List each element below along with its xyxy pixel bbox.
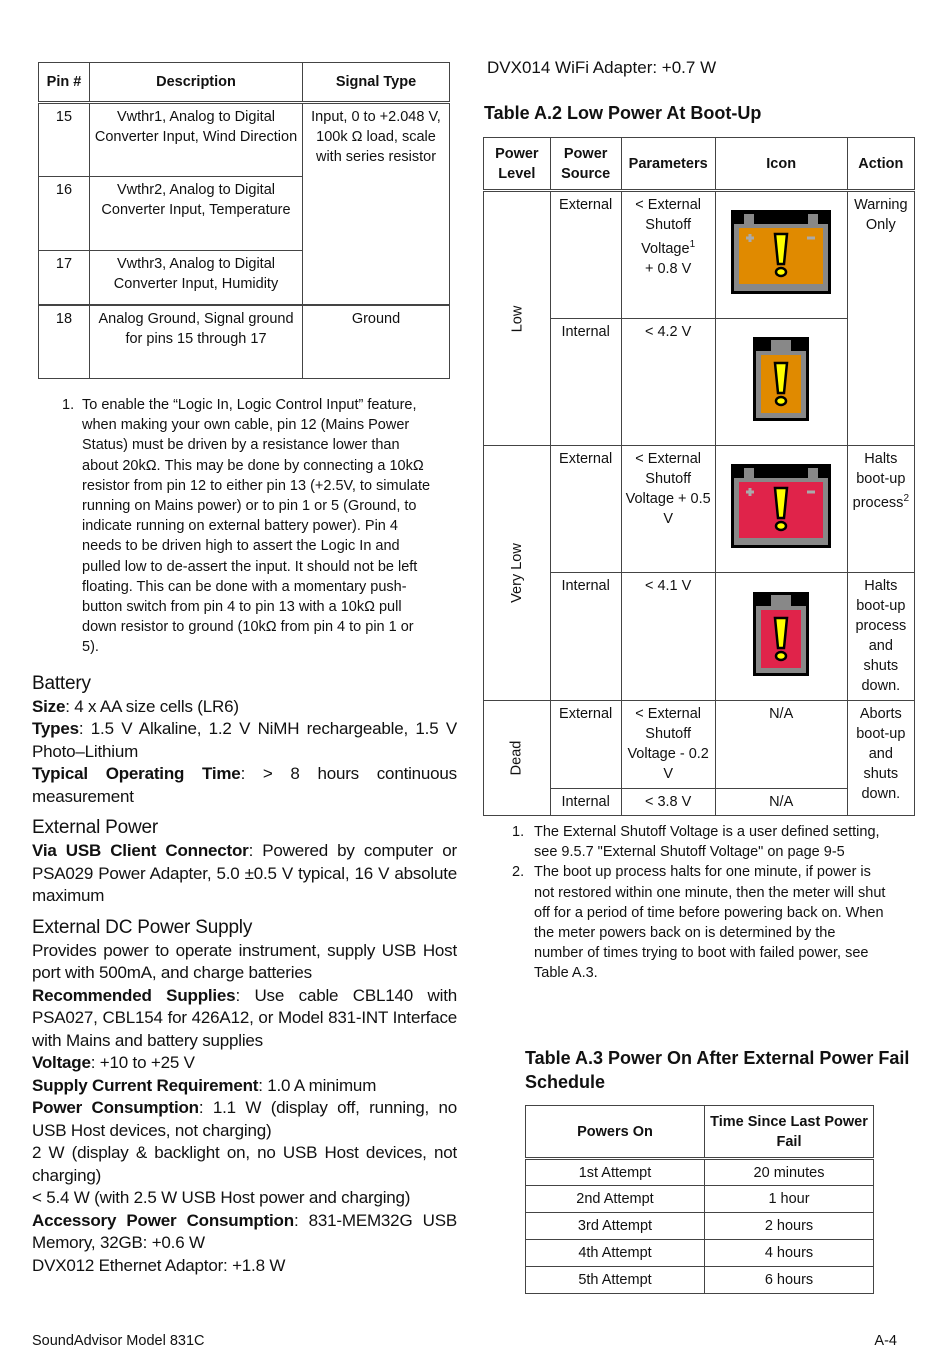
icon-cell: N/A <box>715 701 847 789</box>
cell: 1st Attempt <box>526 1159 705 1186</box>
battery-narrow-red-icon <box>715 573 847 701</box>
signal-cell: Input, 0 to +2.048 V, 100k Ω load, scale with series resistor <box>303 103 450 305</box>
right-column <box>483 101 915 984</box>
param-cell: < 4.1 V <box>621 573 715 701</box>
table-row <box>526 1159 874 1186</box>
table-row <box>526 1267 874 1294</box>
col-header: Parameters <box>621 138 715 191</box>
action-cell: Halts boot-up process$^2$ <box>847 446 914 573</box>
table-row <box>526 1186 874 1213</box>
cell: 5th Attempt <box>526 1267 705 1294</box>
param-cell: < External Shutoff Voltage + 0.5 V <box>621 446 715 573</box>
battery-narrow-orange-icon <box>715 319 847 446</box>
col-header: Pin # <box>39 63 90 103</box>
left-column <box>32 62 457 1324</box>
col-header: Powers On <box>526 1106 705 1159</box>
param-cell: < 3.8 V <box>621 789 715 816</box>
dvx014-line: DVX014 WiFi Adapter: +0.7 W <box>487 58 717 77</box>
cell: 4 hours <box>705 1240 874 1267</box>
battery-heading: Battery <box>32 672 91 694</box>
param-cell: < 4.2 V <box>621 319 715 446</box>
col-header: Signal Type <box>303 63 450 103</box>
footer-title: SoundAdvisor Model 831C <box>32 1333 205 1349</box>
power-on-table <box>525 1105 874 1294</box>
pin-cell: 17 <box>39 251 90 305</box>
pin-table <box>38 62 450 379</box>
pin-cell: 16 <box>39 177 90 251</box>
cell: 2nd Attempt <box>526 1186 705 1213</box>
note: 1. The External Shutoff Voltage is a user defined setting, see 9.5.7 "External Shutoff Voltage" on page 9-5 <box>512 824 880 861</box>
cell: 2 hours <box>705 1213 874 1240</box>
cell: 3rd Attempt <box>526 1213 705 1240</box>
battery-wide-orange-icon <box>715 191 847 319</box>
pin-cell: 18 <box>39 305 90 379</box>
col-header: Power Level <box>484 138 551 191</box>
col-header: Action <box>847 138 914 191</box>
footnote-1: 1. To enable the “Logic In, Logic Control Input” feature, when making your own cable, pin 12 (Mains Power Status) must be driven by a resistance lower than about 20kΩ. This may be done by connecting a 10kΩ resistor from pin 12 to either pin 13 (+2.5V, to simulate running on Mains power) or to pin 1 or 5 (Ground, to indicate running on external battery power). Pin 4 needs to be driven high to assert the Logic In and pulled low to de-assert the input. It should not be left floating. This can be done with a momentary push-button switch from pin 4 to pin 13 with a 10kΩ pull down resistor to ground (10kΩ from pin 4 to pin 1 or 5). <box>62 397 431 656</box>
desc-cell: Vwthr3, Analog to Digital Converter Input, Humidity <box>90 251 303 305</box>
col-header: Description <box>90 63 303 103</box>
col-header: Power Source <box>550 138 621 191</box>
source-cell: External <box>550 701 621 789</box>
param-cell: < External Shutoff Voltage$^1$ + 0.8 V <box>621 191 715 319</box>
icon-cell: N/A <box>715 789 847 816</box>
cell: 20 minutes <box>705 1159 874 1186</box>
cell: 4th Attempt <box>526 1240 705 1267</box>
external-power-heading: External Power <box>32 817 159 839</box>
desc-cell: Vwthr1, Analog to Digital Converter Input, Wind Direction <box>90 103 303 177</box>
col-header: Time Since Last Power Fail <box>705 1106 874 1159</box>
action-cell: Halts boot-up process and shuts down. <box>847 573 914 701</box>
signal-cell: Ground <box>303 305 450 379</box>
note: 2. The boot up process halts for one minute, if power is not restored within one minute, then the meter will shut off for a period of time before powering back on. When the meter powers back on is determined by the number of times trying to boot with failed power, see Table A.3. <box>512 864 886 982</box>
table-a2-notes <box>512 822 887 984</box>
table-a3-caption: Table A.3 Power On After External Power Fail Schedule <box>525 1048 910 1092</box>
table-row <box>526 1213 874 1240</box>
level-low: Low <box>484 191 551 446</box>
source-cell: Internal <box>550 573 621 701</box>
param-cell: < External Shutoff Voltage - 0.2 V <box>621 701 715 789</box>
dc-supply-heading: External DC Power Supply <box>32 916 253 938</box>
desc-cell: Vwthr2, Analog to Digital Converter Input, Temperature <box>90 177 303 251</box>
battery-wide-red-icon <box>715 446 847 573</box>
source-cell: Internal <box>550 789 621 816</box>
table-row <box>526 1240 874 1267</box>
source-cell: External <box>550 446 621 573</box>
low-power-table <box>483 137 915 816</box>
level-dead: Dead <box>484 701 551 816</box>
source-cell: External <box>550 191 621 319</box>
cell: 6 hours <box>705 1267 874 1294</box>
pin-cell: 15 <box>39 103 90 177</box>
page-number: A-4 <box>874 1333 897 1349</box>
cell: 1 hour <box>705 1186 874 1213</box>
action-cell: Aborts boot-up and shuts down. <box>847 701 914 816</box>
table-a2-caption: Table A.2 Low Power At Boot-Up <box>484 103 762 123</box>
level-very-low: Very Low <box>484 446 551 701</box>
source-cell: Internal <box>550 319 621 446</box>
specs: Battery Size: 4 x AA size cells (LR6) Types: 1.5 V Alkaline, 1.2 V NiMH rechargeable, 1.5 V Photo–Lithium Typical Operating Time: > 8 hours continuous measurement External Power Via USB Client Connector: Powered by computer or PSA029 Power Adapter, 5.0 ±0.5 V typical, 16 V absolute maximum External DC Power Supply Provides power to operate instrument, supply USB Host port with 500mA, and charge batteries Recommended Supplies: Use cable CBL140 with PSA027, CBL154 for 426A12, or Model 831-INT Interface with Mains and battery supplies Voltage: +10 to +25 V Supply Current Requirement: 1.0 A minimum Power Consumption: 1.1 W (display off, running, no USB Host devices, not charging) 2 W (display & backlight on, no USB Host devices, not charging) < 5.4 W (with 2.5 W USB Host power and charging) Accessory Power Consumption: 831-MEM32G USB Memory, 32GB: +0.6 W DVX012 Ethernet Adaptor: +1.8 W <box>32 672 457 1275</box>
desc-cell: Analog Ground, Signal ground for pins 15 through 17 <box>90 305 303 379</box>
action-cell: Warning Only <box>847 191 914 446</box>
col-header: Icon <box>715 138 847 191</box>
